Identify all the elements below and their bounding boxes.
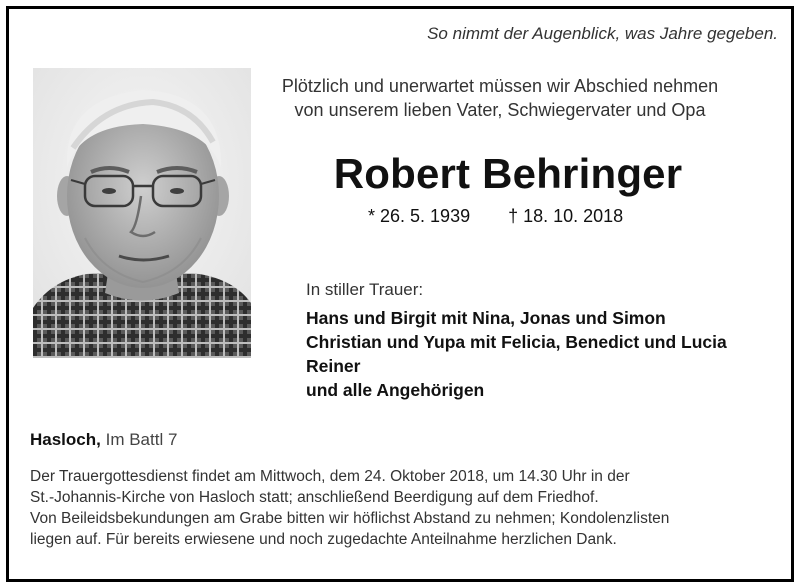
notice-line: Der Trauergottesdienst findet am Mittwoch, dem 24. Oktober 2018, um 14.30 Uhr in der	[30, 468, 630, 485]
mourner-line: Hans und Birgit mit Nina, Jonas und Simon	[306, 308, 666, 328]
intro-line: von unserem lieben Vater, Schwiegervater und Opa	[294, 100, 706, 120]
mourner-line: Reiner	[306, 356, 361, 376]
life-dates	[368, 206, 623, 227]
service-notice	[30, 466, 780, 550]
mourners-list	[306, 306, 727, 402]
death-date: † 18. 10. 2018	[508, 206, 624, 226]
portrait-photo	[33, 68, 251, 358]
address-street: Im Battl 7	[105, 430, 178, 449]
notice-line: Von Beileidsbekundungen am Grabe bitten wir höflichst Abstand zu nehmen; Kondolenzlisten	[30, 510, 670, 527]
notice-line: St.-Johannis-Kirche von Hasloch statt; anschließend Beerdigung auf dem Friedhof.	[30, 489, 599, 506]
mourner-line: Christian und Yupa mit Felicia, Benedict und Lucia	[306, 332, 727, 352]
deceased-name: Robert Behringer	[333, 150, 683, 197]
birth-date: * 26. 5. 1939	[368, 206, 471, 226]
intro-text	[250, 74, 750, 122]
intro-line: Plötzlich und unerwartet müssen wir Abschied nehmen	[281, 76, 719, 96]
motto: So nimmt der Augenblick, was Jahre gegeben.	[427, 24, 778, 43]
address	[30, 430, 177, 450]
notice-line: liegen auf. Für bereits erwiesene und noch zugedachte Anteilnahme herzlichen Dank.	[30, 531, 617, 548]
address-city: Hasloch,	[30, 430, 101, 449]
mourning-label: In stiller Trauer:	[306, 280, 424, 299]
mourner-line: und alle Angehörigen	[306, 380, 485, 400]
